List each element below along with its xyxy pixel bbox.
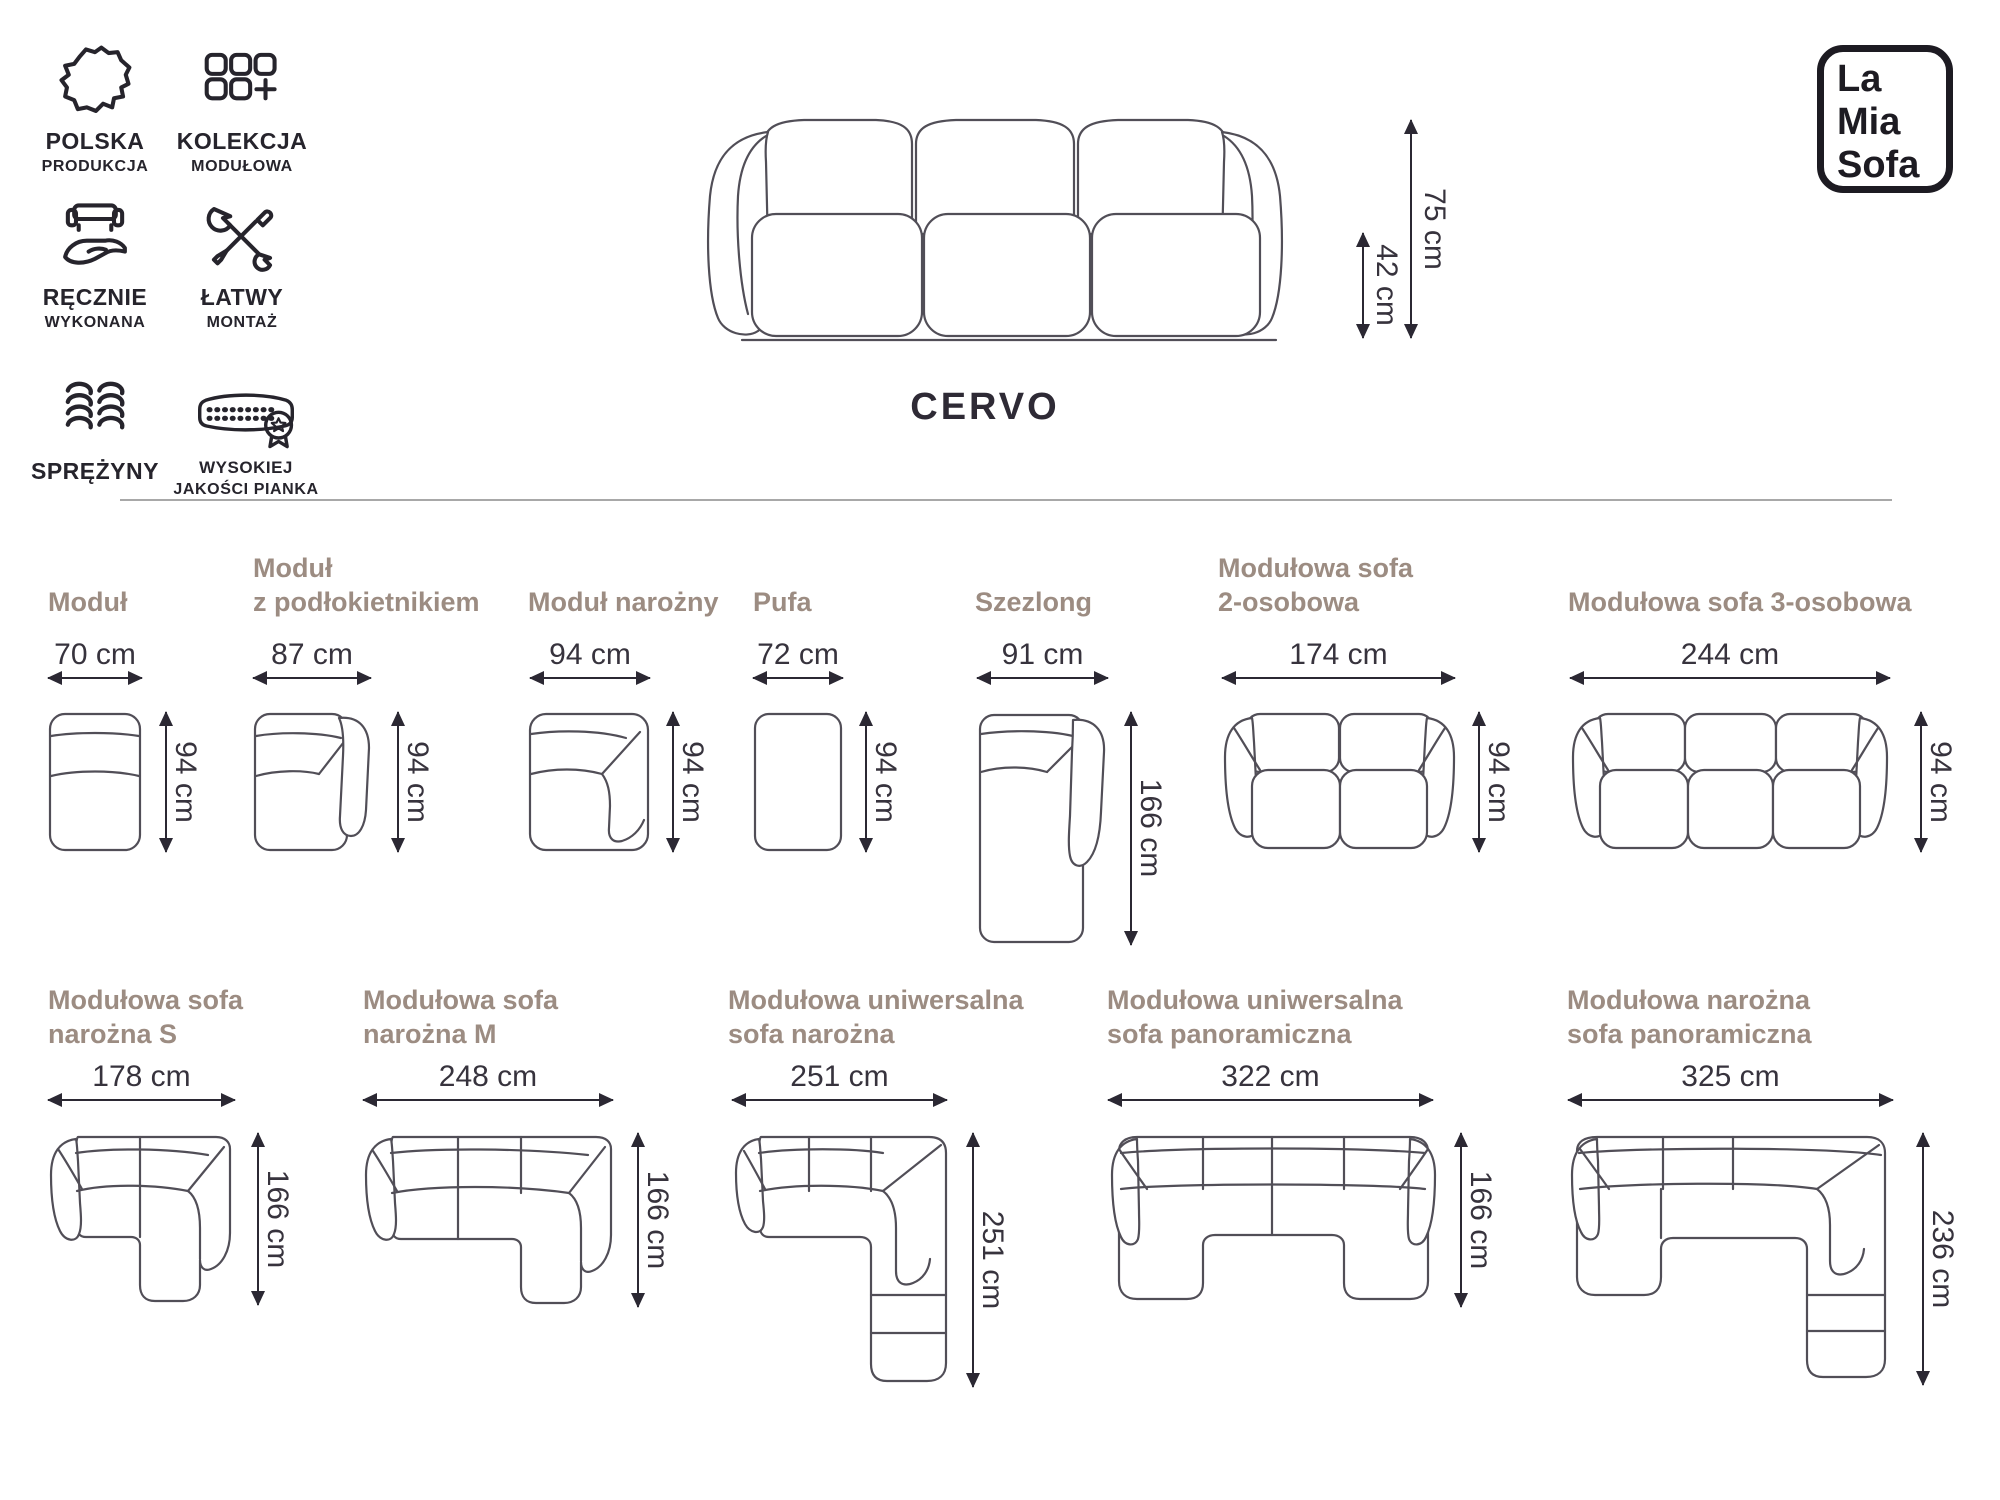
module-title: Moduł narożny: [528, 587, 719, 617]
poland-map-icon: [25, 42, 165, 120]
module-title: Modułowa uniwersalna sofa panoramiczna: [1107, 985, 1403, 1049]
depth-arrow: [972, 1133, 974, 1387]
module-title: Modułowa uniwersalna sofa narożna: [728, 985, 1024, 1049]
handmade-icon: [25, 198, 165, 276]
feature-label: SPRĘŻYNY: [31, 458, 159, 484]
depth-arrow: [865, 712, 867, 852]
feature-sublabel: MONTAŻ: [206, 314, 278, 331]
width-arrow: [732, 1099, 947, 1101]
feature-sublabel: WYKONANA: [44, 314, 146, 331]
module-title: Moduł z podłokietnikiem: [253, 553, 480, 617]
width-dimension: 325 cm: [1568, 1060, 1893, 1101]
feature-label: POLSKA: [45, 128, 145, 154]
depth-arrow: [1920, 712, 1922, 852]
depth-arrow: [1130, 712, 1132, 945]
sofa-front-illustration: [676, 104, 1312, 344]
width-arrow: [253, 677, 371, 679]
feature-latwy-montaz: [172, 198, 312, 332]
brand-logo: [1817, 45, 1953, 193]
width-arrow: [363, 1099, 613, 1101]
depth-arrow: [1478, 712, 1480, 852]
width-dimension: 248 cm: [363, 1060, 613, 1101]
feature-label: ŁATWY: [200, 284, 284, 310]
width-arrow: [48, 677, 142, 679]
module-title: Pufa: [753, 587, 812, 617]
width-dimension: 91 cm: [977, 638, 1108, 679]
seat-height-arrow: [1362, 233, 1364, 338]
width-dimension: 322 cm: [1108, 1060, 1433, 1101]
module-title: Modułowa sofa narożna S: [48, 985, 243, 1049]
module-title: Modułowa sofa 3-osobowa: [1568, 587, 1912, 617]
module-title: Modułowa narożna sofa panoramiczna: [1567, 985, 1812, 1049]
width-dimension: 94 cm: [530, 638, 650, 679]
spec-sheet: POLSKA PRODUKCJA KOLEKCJA MODUŁOWA RĘCZNIE WYKONANA ŁATWY MONTAŻ SPRĘŻYNY WYSOKIEJ JAKOŚCI PIANKA 75 cm 42 cm CERVO La Mia Sofa Moduł 70 cm 94 cm Moduł z podłokietnikiem 87 cm 94 cm Moduł narożny 94 cm 94 cm Pufa 72 cm 94 cm Szezlong 91 cm 166 cm Modułowa sofa 2-osobowa 174 cm 94 cm Modułowa sofa 3-osobowa 244 cm 94 cm Modułowa sofa narożna S 178 cm 166 cm Modułowa sofa narożna M 248 cm 166 cm Modułowa uniwersalna sofa narożna 251 cm 251 cm Modułowa uniwersalna sofa panoramiczna 322 cm 166 cm Modułowa narożna sofa panoramiczna 325 cm 236 cm: [0, 0, 2000, 1500]
module-title: Modułowa sofa narożna M: [363, 985, 558, 1049]
feature-kolekcja-modulowa: [172, 42, 312, 176]
easy-assembly-icon: [172, 198, 312, 276]
module-top-view: [977, 712, 1108, 945]
width-arrow: [48, 1099, 235, 1101]
product-name: CERVO: [910, 386, 1060, 428]
brand-line: La: [1837, 58, 1882, 100]
module-top-view: [253, 712, 373, 852]
module-title: Szezlong: [975, 587, 1093, 617]
depth-arrow: [1922, 1133, 1924, 1385]
depth-arrow: [165, 712, 167, 852]
feature-polska-produkcja: [25, 42, 165, 176]
depth-arrow: [1460, 1133, 1462, 1307]
section-divider: [120, 499, 1892, 501]
module-top-view: [1107, 1133, 1440, 1307]
modular-collection-icon: [172, 42, 312, 120]
width-dimension: 178 cm: [48, 1060, 235, 1101]
feature-sublabel: PRODUKCJA: [41, 158, 149, 175]
width-dimension: 87 cm: [253, 638, 371, 679]
depth-arrow: [637, 1133, 639, 1307]
depth-arrow: [397, 712, 399, 852]
module-top-view: [733, 1133, 950, 1387]
feature-wysokiej-jakosci-pianka: [160, 372, 332, 499]
feature-label: RĘCZNIE: [42, 284, 148, 310]
width-arrow: [1222, 677, 1455, 679]
width-dimension: 70 cm: [48, 638, 142, 679]
module-title: Moduł: [48, 587, 128, 617]
total-height-arrow: [1410, 120, 1412, 338]
width-arrow: [1108, 1099, 1433, 1101]
feature-sublabel: MODUŁOWA: [191, 158, 293, 175]
module-top-view: [1570, 712, 1890, 852]
depth-arrow: [672, 712, 674, 852]
width-arrow: [753, 677, 843, 679]
feature-sublabel: JAKOŚCI PIANKA: [173, 481, 319, 498]
feature-label: WYSOKIEJ: [199, 458, 293, 477]
module-top-view: [48, 712, 142, 852]
brand-line: Sofa: [1837, 144, 1920, 186]
module-top-view: [528, 712, 650, 852]
feature-label: KOLEKCJA: [176, 128, 308, 154]
width-dimension: 72 cm: [753, 638, 843, 679]
width-arrow: [977, 677, 1108, 679]
depth-arrow: [257, 1133, 259, 1305]
module-top-view: [363, 1133, 613, 1307]
width-arrow: [530, 677, 650, 679]
width-dimension: 244 cm: [1570, 638, 1890, 679]
module-top-view: [753, 712, 843, 852]
feature-recznie-wykonana: [25, 198, 165, 332]
module-top-view: [1222, 712, 1457, 852]
brand-line: Mia: [1837, 101, 1901, 143]
width-dimension: 251 cm: [732, 1060, 947, 1101]
high-quality-foam-icon: [160, 372, 332, 450]
module-top-view: [48, 1133, 233, 1305]
width-arrow: [1568, 1099, 1893, 1101]
module-top-view: [1567, 1133, 1897, 1385]
width-dimension: 174 cm: [1222, 638, 1455, 679]
springs-icon: [25, 372, 165, 450]
feature-sprezyny: [25, 372, 165, 488]
width-arrow: [1570, 677, 1890, 679]
module-title: Modułowa sofa 2-osobowa: [1218, 553, 1413, 617]
